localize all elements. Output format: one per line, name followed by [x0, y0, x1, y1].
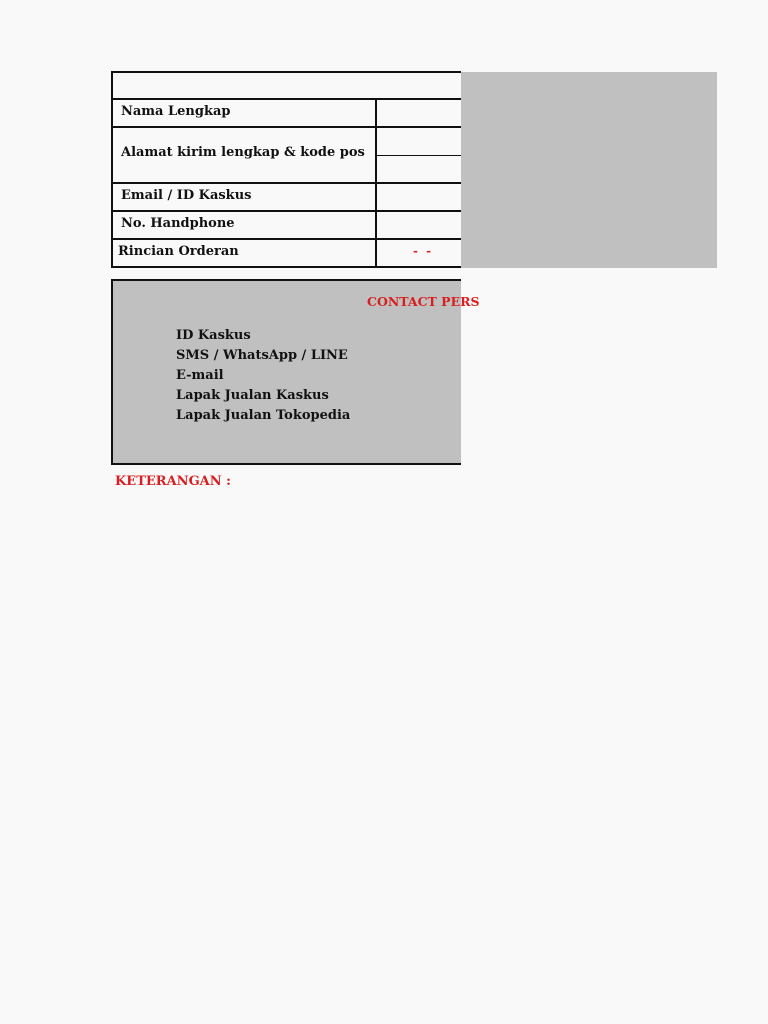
contact-item-lapak-kaskus: Lapak Jualan Kaskus — [176, 388, 329, 403]
contact-item-sms: SMS / WhatsApp / LINE — [176, 348, 348, 363]
contact-item-lapak-tokopedia: Lapak Jualan Tokopedia — [176, 408, 351, 423]
form-value-nama[interactable] — [375, 100, 463, 126]
form-label-rincian: Rincian Orderan — [118, 244, 239, 259]
form-label-nama: Nama Lengkap — [121, 104, 231, 119]
contact-list — [176, 326, 350, 426]
form-row-nama — [113, 100, 463, 128]
rincian-value: - - — [413, 244, 434, 258]
form-value-email[interactable] — [375, 184, 463, 210]
form-row-email — [113, 184, 463, 212]
form-value-handphone[interactable] — [375, 212, 463, 238]
form-label-email: Email / ID Kaskus — [121, 188, 252, 203]
contact-item-email: E-mail — [176, 368, 224, 383]
gray-overlay-block — [461, 72, 717, 268]
form-row-handphone — [113, 212, 463, 240]
address-line-divider — [377, 155, 463, 156]
form-label-alamat: Alamat kirim lengkap & kode pos — [121, 145, 365, 160]
form-value-rincian[interactable] — [375, 240, 463, 268]
form-row-rincian — [113, 240, 463, 268]
contact-item-id-kaskus: ID Kaskus — [176, 328, 251, 343]
form-header-row — [113, 73, 463, 100]
form-value-alamat[interactable] — [375, 128, 463, 182]
order-form-table — [111, 71, 461, 268]
form-row-alamat — [113, 128, 463, 184]
contact-box — [111, 279, 480, 465]
notes-title: KETERANGAN : — [115, 474, 231, 489]
contact-title: CONTACT PERS — [367, 294, 480, 309]
form-label-handphone: No. Handphone — [121, 216, 235, 231]
